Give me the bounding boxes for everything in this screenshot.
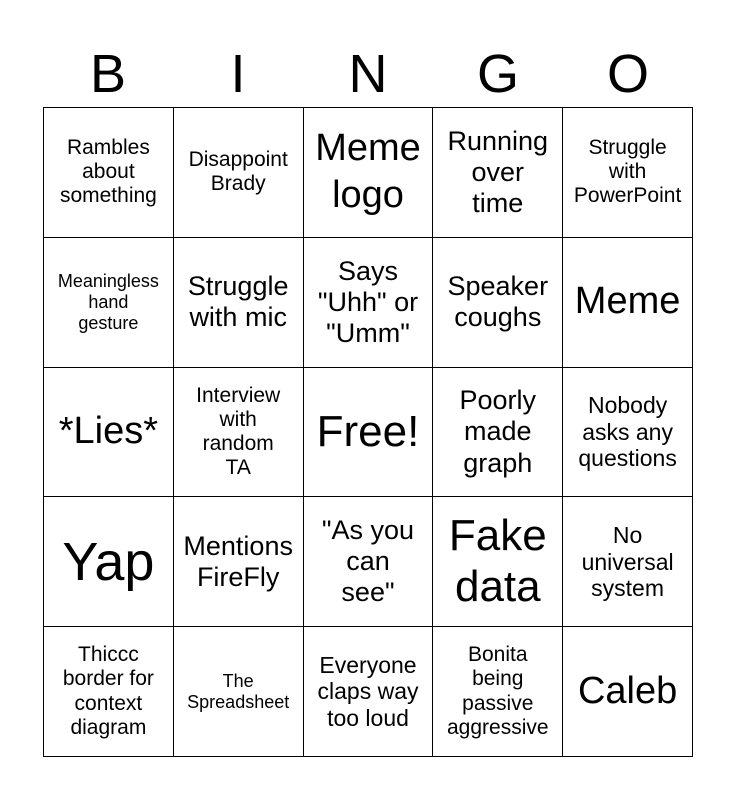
bingo-cell[interactable]: Disappoint Brady: [174, 108, 304, 238]
header-letter-o: O: [606, 44, 649, 104]
bingo-cell[interactable]: Caleb: [563, 627, 693, 757]
bingo-board: [43, 107, 693, 757]
bingo-cell[interactable]: Struggle with PowerPoint: [563, 108, 693, 238]
bingo-cell[interactable]: Says "Uhh" or "Umm": [304, 238, 434, 368]
bingo-cell[interactable]: *Lies*: [44, 368, 174, 498]
bingo-cell[interactable]: Poorly made graph: [433, 368, 563, 498]
bingo-cell[interactable]: Meme logo: [304, 108, 434, 238]
bingo-cell[interactable]: Interview with random TA: [174, 368, 304, 498]
bingo-header: [43, 40, 693, 108]
bingo-cell[interactable]: Speaker coughs: [433, 238, 563, 368]
bingo-cell[interactable]: Fake data: [433, 497, 563, 627]
bingo-cell[interactable]: Mentions FireFly: [174, 497, 304, 627]
bingo-cell[interactable]: "As you can see": [304, 497, 434, 627]
bingo-cell[interactable]: Everyone claps way too loud: [304, 627, 434, 757]
bingo-cell[interactable]: Thiccc border for context diagram: [44, 627, 174, 757]
bingo-cell[interactable]: Struggle with mic: [174, 238, 304, 368]
header-letter-g: G: [476, 44, 519, 104]
bingo-cell[interactable]: The Spreadsheet: [174, 627, 304, 757]
bingo-cell[interactable]: Rambles about something: [44, 108, 174, 238]
bingo-cell-free[interactable]: Free!: [304, 368, 434, 498]
bingo-cell[interactable]: Running over time: [433, 108, 563, 238]
bingo-cell[interactable]: No universal system: [563, 497, 693, 627]
header-letter-b: B: [89, 44, 127, 104]
bingo-cell[interactable]: Meaningless hand gesture: [44, 238, 174, 368]
header-letter-n: N: [348, 44, 388, 104]
bingo-cell[interactable]: Meme: [563, 238, 693, 368]
bingo-cell[interactable]: Nobody asks any questions: [563, 368, 693, 498]
header-letter-i: I: [230, 44, 246, 104]
bingo-cell[interactable]: Bonita being passive aggressive: [433, 627, 563, 757]
bingo-cell[interactable]: Yap: [44, 497, 174, 627]
